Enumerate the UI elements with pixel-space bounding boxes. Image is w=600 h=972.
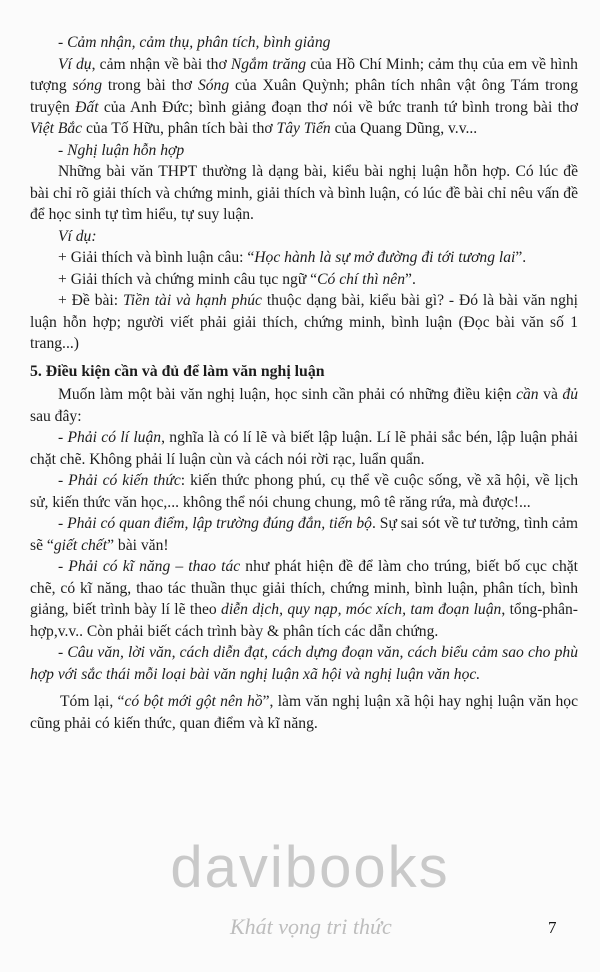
body-text: và	[538, 386, 563, 403]
italic-text: Việt Bắc	[30, 120, 83, 137]
paragraph-mixed-body	[30, 161, 578, 226]
body-text: ”.	[515, 249, 527, 266]
paragraph-conditions-intro	[30, 384, 578, 427]
italic-text: có bột mới gột nên hồ	[124, 693, 263, 710]
italic-text: giết chết	[53, 536, 108, 554]
italic-text: - Phải có quan điểm, lập trường đúng đắn, tiến bộ	[58, 515, 372, 532]
italic-text: cần	[516, 386, 539, 403]
italic-text: Ví dụ	[58, 55, 92, 73]
section-heading: 5. Điều kiện cần và đủ để làm văn nghị luận	[30, 362, 325, 380]
body-text: + Giải thích và chứng minh câu tục ngữ “	[58, 270, 318, 288]
body-text: của Hồ Chí Minh; cảm thụ của em về hình tượng	[30, 55, 578, 94]
body-text: Những bài văn THPT thường là dạng bài, kiểu bài nghị luận hỗn hợp. Có lúc đề bài chỉ rõ giải thích và chứng minh, giải thích và bình luận, có lúc đề bài chỉ nêu vấn đề để học sinh tự tìm hiểu, tự suy luận.	[30, 163, 578, 223]
body-text: , tổng-phân-hợp,v.v.. Còn phải biết cách trình bày & phân tích các dẫn chứng.	[30, 601, 578, 640]
italic-text: - Câu văn, lời văn, cách diễn đạt, cách dựng đoạn văn, cách biểu cảm sao cho phù hợp với sắc thái mỗi loại bài văn nghị luận xã hội và nghị luận văn học.	[30, 644, 578, 683]
italic-text: Tây Tiến	[276, 120, 331, 137]
italic-text: diễn dịch, quy nạp, móc xích, tam đoạn luận	[221, 601, 502, 618]
italic-text: Ví dụ:	[58, 227, 97, 245]
body-text: của Quang Dũng, v.v...	[330, 120, 478, 137]
body-text: ”, làm văn nghị luận xã hội hay nghị luận văn học cũng phải có kiến thức, quan điểm và kĩ năng.	[30, 693, 578, 732]
body-text: : kiến thức phong phú, cụ thể về cuộc sống, về xã hội, về lịch sử, kiến thức văn học,... không thể nói chung chung, mô tê răng rứa, mà được!...	[30, 472, 578, 511]
paragraph-example-item-3	[30, 290, 578, 355]
body-text: của Xuân Quỳnh; phân tích nhân vật ông Tám trong truyện	[30, 77, 579, 116]
body-text: như phát hiện đề để làm cho trúng, biết bố cục chặt chẽ, có kĩ năng, thao tác thuần thục giải thích, chứng minh, bình luận, phân tích, bình giảng, biết trình bày lí lẽ theo	[30, 558, 578, 618]
body-text: Tóm lại, “	[60, 693, 125, 710]
page-number: 7	[548, 918, 557, 937]
italic-text: đủ	[562, 386, 579, 403]
italic-text: Tiền tài và hạnh phúc	[122, 292, 262, 309]
italic-text: Học hành là sự mở đường đi tới tương lai	[254, 249, 516, 266]
watermark-brand: davibooks	[170, 835, 450, 900]
body-text: + Đề bài:	[58, 292, 123, 309]
page-body	[30, 32, 578, 734]
body-text: Muốn làm một bài văn nghị luận, học sinh cần phải có những điều kiện	[58, 386, 517, 403]
body-text: , cảm nhận về bài thơ	[91, 55, 231, 73]
paragraph-condition-reasoning	[30, 427, 578, 470]
paragraph-example-item-1	[30, 247, 578, 269]
italic-text: Đất	[75, 98, 99, 116]
body-text: ”.	[405, 270, 416, 288]
paragraph-example-item-2	[30, 269, 578, 291]
body-text: sau đây:	[30, 407, 82, 425]
italic-text: Có chí thì nên	[317, 270, 406, 288]
paragraph-conclusion	[30, 691, 578, 734]
italic-text: - Phải có kĩ năng – thao tác	[58, 558, 241, 575]
paragraph-condition-style	[30, 642, 578, 685]
paragraph-condition-knowledge	[30, 470, 578, 513]
body-text: + Giải thích và bình luận câu: “	[58, 249, 255, 266]
body-text: trong bài thơ	[102, 77, 198, 94]
italic-text: Ngắm trăng	[230, 55, 307, 73]
paragraph-condition-skills	[30, 556, 578, 642]
body-text: . Sự sai sót về tư tưởng, tình cảm sẽ “	[30, 515, 578, 554]
italic-text: Sóng	[197, 77, 230, 94]
paragraph-criteria-heading	[30, 32, 578, 54]
italic-text: - Nghị luận hỗn hợp	[58, 141, 185, 159]
italic-text: - Phải có kiến thức	[58, 472, 181, 489]
paragraph-mixed-heading	[30, 140, 578, 162]
body-text: của Tố Hữu, phân tích bài thơ	[82, 120, 277, 137]
paragraph-condition-viewpoint	[30, 513, 578, 556]
italic-text: sóng	[72, 77, 102, 94]
paragraph-example-label	[30, 226, 578, 248]
paragraph-example-1	[30, 54, 578, 140]
watermark-tagline: Khát vọng tri thức	[230, 914, 392, 939]
body-text: ” bài văn!	[107, 536, 169, 554]
body-text: thuộc dạng bài, kiểu bài gì? - Đó là bài văn nghị luận hỗn hợp; người viết phải giải thích, chứng minh, bình luận (Đọc bài văn số 1 trang...)	[30, 292, 579, 352]
body-text: của Anh Đức; bình giảng đoạn thơ nói về bức tranh tứ bình trong bài thơ	[98, 98, 578, 116]
italic-text: - Cảm nhận, cảm thụ, phân tích, bình giảng	[58, 34, 331, 51]
italic-text: - Phải có lí luận	[58, 429, 162, 446]
body-text: , nghĩa là có lí lẽ và biết lập luận. Lí lẽ phải sắc bén, lập luận phải chặt chẽ. Không phải lí luận cùn và cách nói rời rạc, luẩn quẩn.	[30, 429, 578, 468]
